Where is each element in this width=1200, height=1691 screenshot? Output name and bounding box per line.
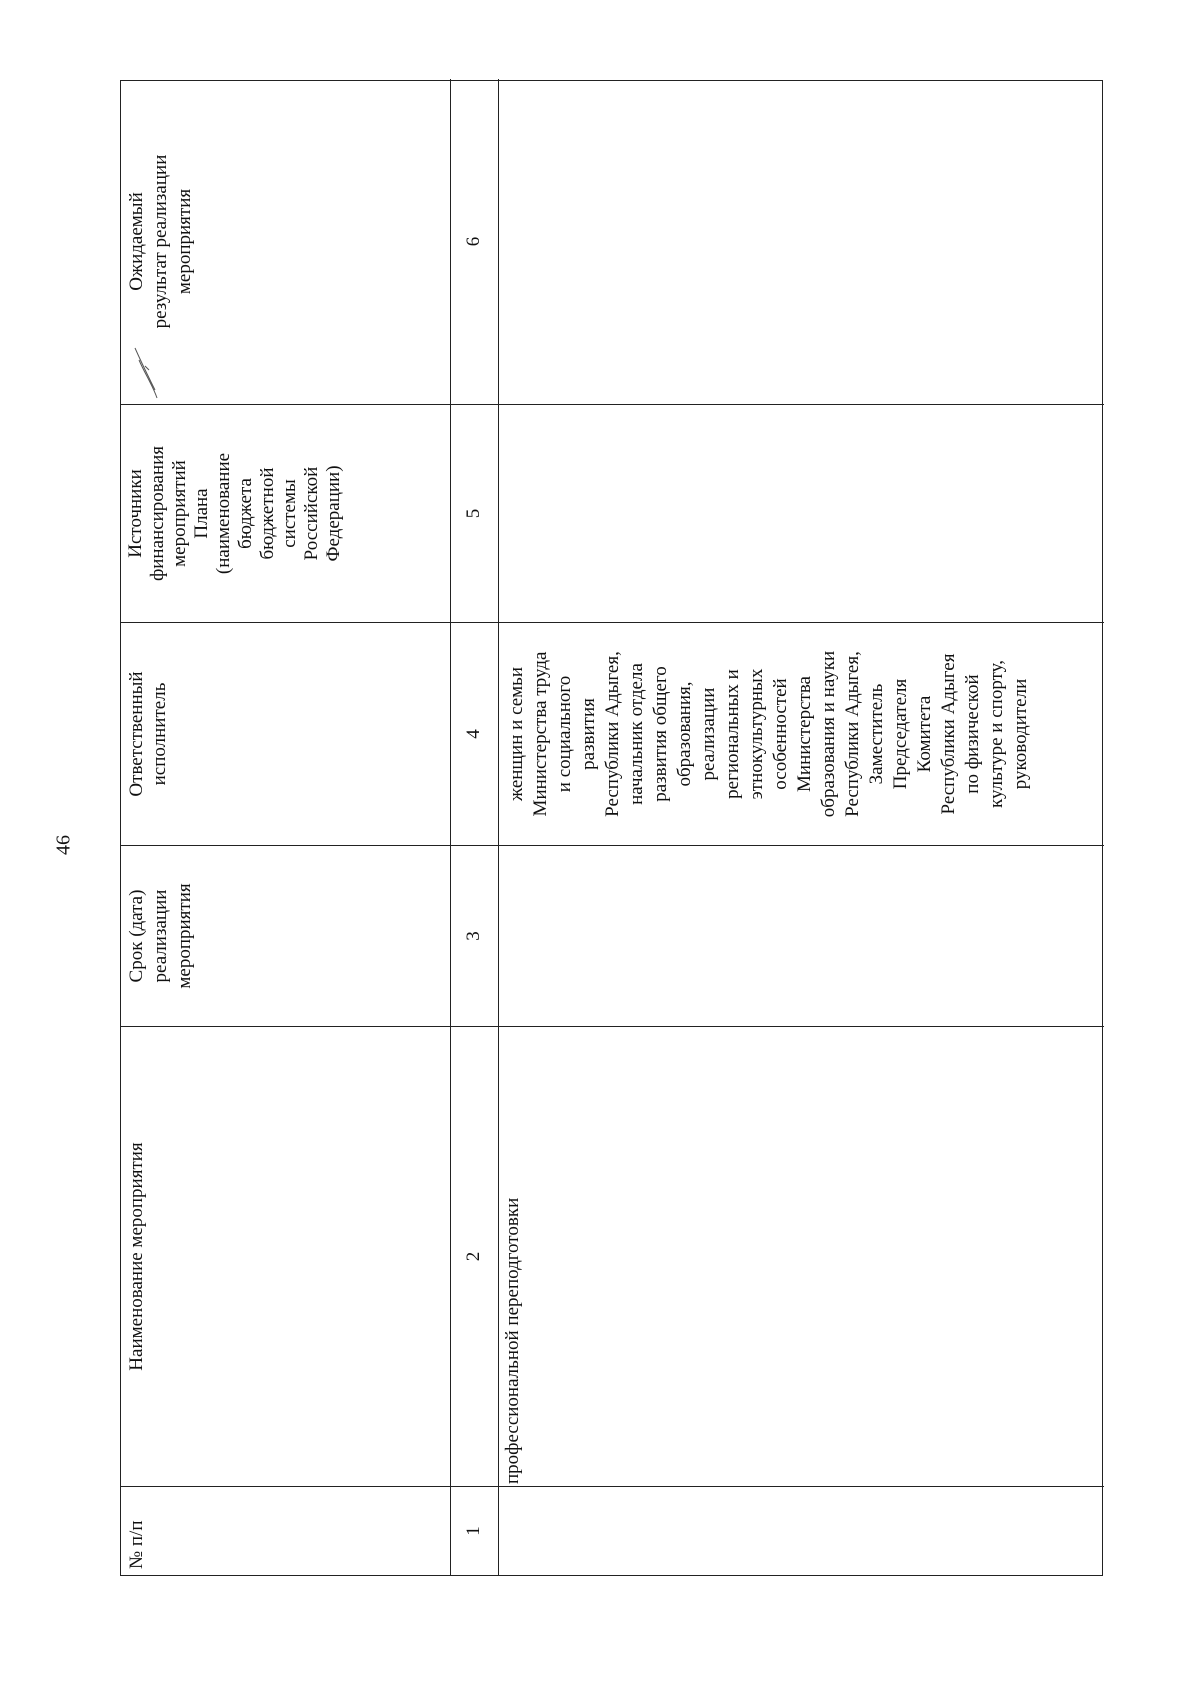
header-expected-result: Ожидаемый результат реализации мероприятия: [121, 79, 451, 404]
column-numbers-row: [451, 79, 499, 1575]
column-number-1: 1: [451, 1486, 499, 1575]
signature-mark: [131, 340, 161, 400]
plan-table: [120, 80, 1103, 1576]
cell-deadline: [499, 845, 1104, 1026]
cell-funding-sources: [499, 404, 1104, 622]
column-number-3: 3: [451, 845, 499, 1026]
column-number-5: 5: [451, 404, 499, 622]
column-number-2: 2: [451, 1026, 499, 1486]
header-event-name: Наименование мероприятия: [121, 1026, 451, 1486]
table-wrapper: [120, 80, 1103, 1576]
table-row: [499, 79, 1104, 1575]
header-deadline: Срок (дата) реализации мероприятия: [121, 845, 451, 1026]
cell-expected-result: [499, 79, 1104, 404]
header-responsible: Ответственный исполнитель: [121, 622, 451, 845]
cell-responsible: женщин и семьи Министерства труда и социального развития Республики Адыгея, начальник отдела развития общего образования, реализации региональных и этнокультурных особенностей Министерства образования и науки Республики Адыгея, Заместитель Председателя Комитета Республики Адыгея по физической культуре и спорту, руководители: [499, 622, 1104, 845]
header-funding-sources: Источники финансирования мероприятий Плана (наименование бюджета бюджетной системы Российской Федерации): [121, 404, 451, 622]
column-number-6: 6: [451, 79, 499, 404]
cell-number: [499, 1486, 1104, 1575]
column-number-4: 4: [451, 622, 499, 845]
page-number: 46: [52, 835, 75, 855]
cell-event-name: профессиональной переподготовки: [499, 1026, 1104, 1486]
header-number: № п/п: [121, 1486, 451, 1575]
table-header-row: [121, 79, 451, 1575]
